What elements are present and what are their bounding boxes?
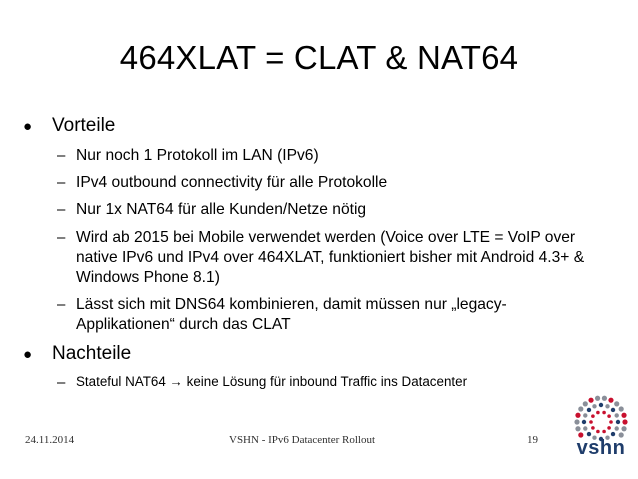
- dash-icon: –: [57, 174, 66, 191]
- list-item: [57, 228, 617, 288]
- logo-dot: [578, 406, 583, 411]
- logo-dot: [599, 403, 603, 407]
- bullet-dot-icon: ●: [23, 118, 33, 135]
- logo-dot: [596, 411, 600, 415]
- logo-dot: [596, 430, 600, 434]
- logo-dot: [615, 413, 619, 417]
- logo-dot: [602, 396, 607, 401]
- logo-dot: [582, 420, 586, 424]
- list-item-text: Wird ab 2015 bei Mobile verwendet werden (Voice over LTE = VoIP over native IPv6 und IPv4 over 464XLAT, funktioniert bisher mit Android 4.3+ & Windows Phone 8.1): [76, 229, 585, 286]
- logo-dot: [622, 419, 627, 424]
- logo-dot: [575, 413, 580, 418]
- dash-icon: –: [57, 374, 66, 391]
- logo-dot: [611, 408, 615, 412]
- logo-dot: [614, 401, 619, 406]
- logo-dot: [592, 404, 596, 408]
- list-item-text: Nur 1x NAT64 für alle Kunden/Netze nötig: [76, 201, 367, 218]
- logo-text: vshn: [576, 437, 626, 459]
- logo-dot: [602, 430, 606, 434]
- dash-icon: –: [57, 296, 66, 313]
- list-item-text: Nur noch 1 Protokoll im LAN (IPv6): [76, 147, 319, 164]
- page-number: 19: [527, 434, 538, 446]
- bullet-dot-icon: ●: [23, 346, 33, 363]
- dash-icon: –: [57, 201, 66, 218]
- logo-dot: [602, 411, 606, 415]
- logo-dot: [587, 408, 591, 412]
- logo-dot: [575, 426, 580, 431]
- logo-dot: [607, 414, 611, 418]
- list-item: [57, 146, 617, 166]
- logo-dot: [608, 398, 613, 403]
- slide-title: 464XLAT = CLAT & NAT64: [119, 39, 519, 76]
- logo-dot: [615, 426, 619, 430]
- dash-icon: –: [57, 147, 66, 164]
- list-item: [57, 173, 617, 193]
- logo-dot: [616, 420, 620, 424]
- logo-dot: [607, 426, 611, 430]
- logo-dot: [588, 398, 593, 403]
- bullet-label-vorteile: Vorteile: [52, 115, 116, 136]
- logo-dot: [574, 419, 579, 424]
- footer-date: 24.11.2014: [25, 434, 75, 446]
- list-item: [57, 295, 617, 335]
- vshn-logo-icon: [560, 392, 632, 478]
- list-item-text: Lässt sich mit DNS64 kombinieren, damit müssen nur „legacy-Applikationen“ durch das CLAT: [76, 296, 507, 333]
- bullet-nachteile: [23, 342, 131, 366]
- logo-dot: [621, 426, 626, 431]
- footer-title: VSHN - IPv6 Datacenter Rollout: [229, 434, 376, 446]
- logo-dot: [605, 404, 609, 408]
- dash-icon: –: [57, 229, 66, 246]
- logo-dot: [621, 413, 626, 418]
- logo-dot: [589, 420, 593, 424]
- list-item: [57, 200, 617, 220]
- list-item: [57, 373, 617, 392]
- bullet-label-nachteile: Nachteile: [52, 343, 132, 364]
- bullet-vorteile: [23, 114, 115, 138]
- logo-dot: [583, 401, 588, 406]
- logo-dot: [591, 414, 595, 418]
- logo-dot: [591, 426, 595, 430]
- logo-dot: [619, 406, 624, 411]
- logo-dot: [583, 426, 587, 430]
- list-item-text: Stateful NAT64 → keine Lösung für inbound Traffic ins Datacenter: [76, 374, 468, 389]
- list-item-text: IPv4 outbound connectivity für alle Protokolle: [76, 174, 388, 191]
- logo-dot: [609, 420, 613, 424]
- logo-dot: [595, 396, 600, 401]
- logo-dot: [583, 413, 587, 417]
